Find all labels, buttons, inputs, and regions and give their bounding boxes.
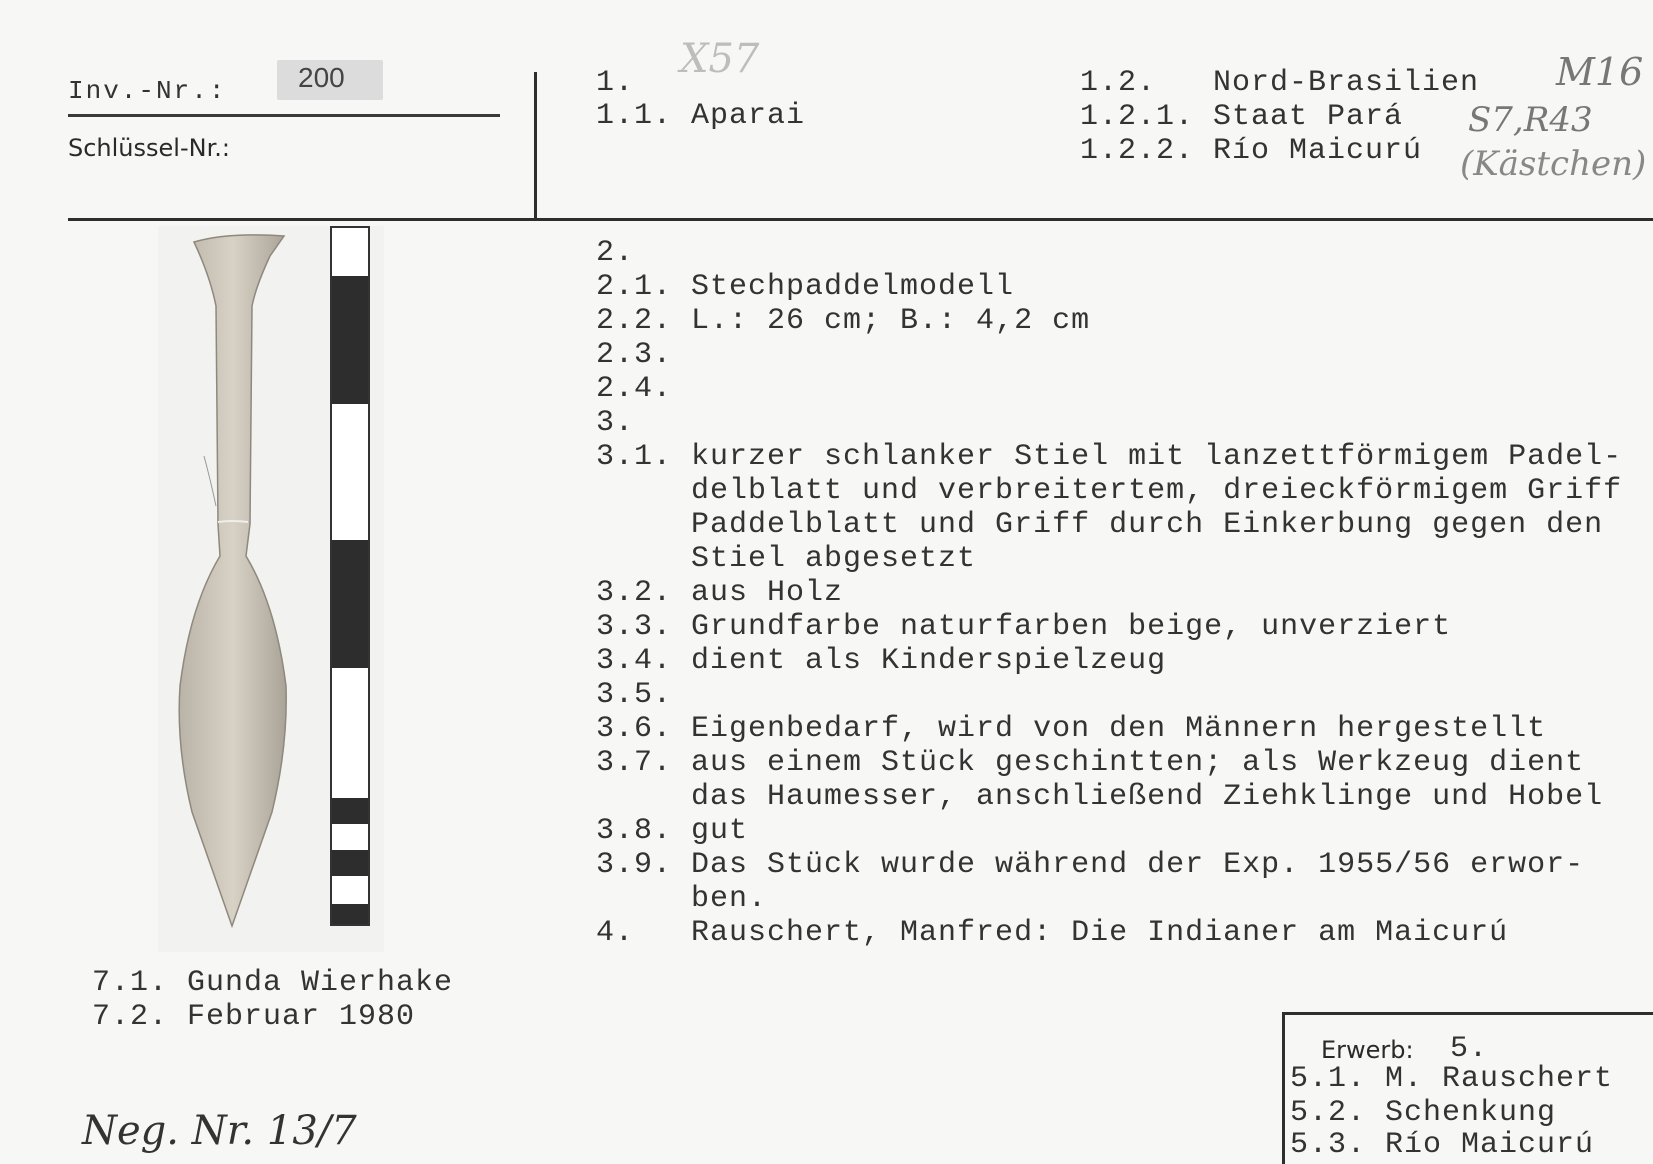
erwerb-line-5-2: 5.2. Schenkung: [1290, 1096, 1557, 1130]
desc-line-3-8: 3.8. gut: [596, 814, 749, 848]
desc-line-2: 2.: [596, 236, 635, 270]
desc-line-3-7a: 3.7. aus einem Stück geschintten; als Werkzeug dient: [596, 746, 1585, 780]
desc-line-2-2: 2.2. L.: 26 cm; B.: 4,2 cm: [596, 304, 1091, 338]
header-rule: [68, 218, 1653, 221]
inv-number: 200: [298, 62, 345, 93]
desc-line-3-6: 3.6. Eigenbedarf, wird von den Männern hergestellt: [596, 712, 1547, 746]
origin-line-1-2-2: 1.2.2. Río Maicurú: [1080, 134, 1423, 168]
desc-line-3-4: 3.4. dient als Kinderspielzeug: [596, 644, 1167, 678]
desc-line-3: 3.: [596, 406, 635, 440]
erwerb-line-5: 5.: [1450, 1032, 1489, 1066]
handwritten-right-note-3: (Kästchen): [1460, 144, 1647, 184]
handwritten-top-note: X57: [680, 36, 760, 82]
inv-label: Inv.-Nr.:: [68, 76, 227, 106]
origin-line-1-2-1: 1.2.1. Staat Pará: [1080, 100, 1404, 134]
desc-line-2-4: 2.4.: [596, 372, 673, 406]
desc-line-4: 4. Rauschert, Manfred: Die Indianer am Maicurú: [596, 916, 1509, 950]
erwerb-line-5-3: 5.3. Río Maicurú: [1290, 1128, 1595, 1162]
desc-line-3-5: 3.5.: [596, 678, 673, 712]
desc-line-3-1d: Stiel abgesetzt: [596, 542, 977, 576]
inv-underline: [68, 114, 500, 117]
desc-line-3-1c: Paddelblatt und Griff durch Einkerbung gegen den: [596, 508, 1604, 542]
header-divider: [534, 72, 537, 220]
handwritten-right-note-1: M16: [1556, 50, 1644, 94]
desc-line-2-3: 2.3.: [596, 338, 673, 372]
handwritten-neg-nr: Neg. Nr. 13/7: [82, 1108, 357, 1154]
photo-scale-bar: [330, 226, 370, 926]
origin-line-1: 1.: [596, 66, 635, 100]
footer-line-7-1: 7.1. Gunda Wierhake: [92, 966, 454, 1000]
desc-line-3-9b: ben.: [596, 882, 768, 916]
desc-line-3-7b: das Haumesser, anschließend Ziehklinge und Hobel: [596, 780, 1604, 814]
erwerb-line-5-1: 5.1. M. Rauschert: [1290, 1062, 1614, 1096]
desc-line-3-2: 3.2. aus Holz: [596, 576, 844, 610]
footer-line-7-2: 7.2. Februar 1980: [92, 1000, 416, 1034]
desc-line-3-1a: 3.1. kurzer schlanker Stiel mit lanzettförmigem Padel-: [596, 440, 1623, 474]
desc-line-3-9a: 3.9. Das Stück wurde während der Exp. 1955/56 erwor-: [596, 848, 1585, 882]
desc-line-2-1: 2.1. Stechpaddelmodell: [596, 270, 1015, 304]
handwritten-right-note-2: S7,R43: [1468, 100, 1593, 140]
desc-line-3-3: 3.3. Grundfarbe naturfarben beige, unverziert: [596, 610, 1452, 644]
origin-line-1-1: 1.1. Aparai: [596, 99, 806, 133]
schluessel-label: Schlüssel-Nr.:: [68, 134, 230, 162]
origin-line-1-2: 1.2. Nord-Brasilien: [1080, 66, 1480, 100]
erwerb-label: Erwerb:: [1321, 1036, 1414, 1064]
desc-line-3-1b: delblatt und verbreitertem, dreieckförmigem Griff: [596, 474, 1623, 508]
